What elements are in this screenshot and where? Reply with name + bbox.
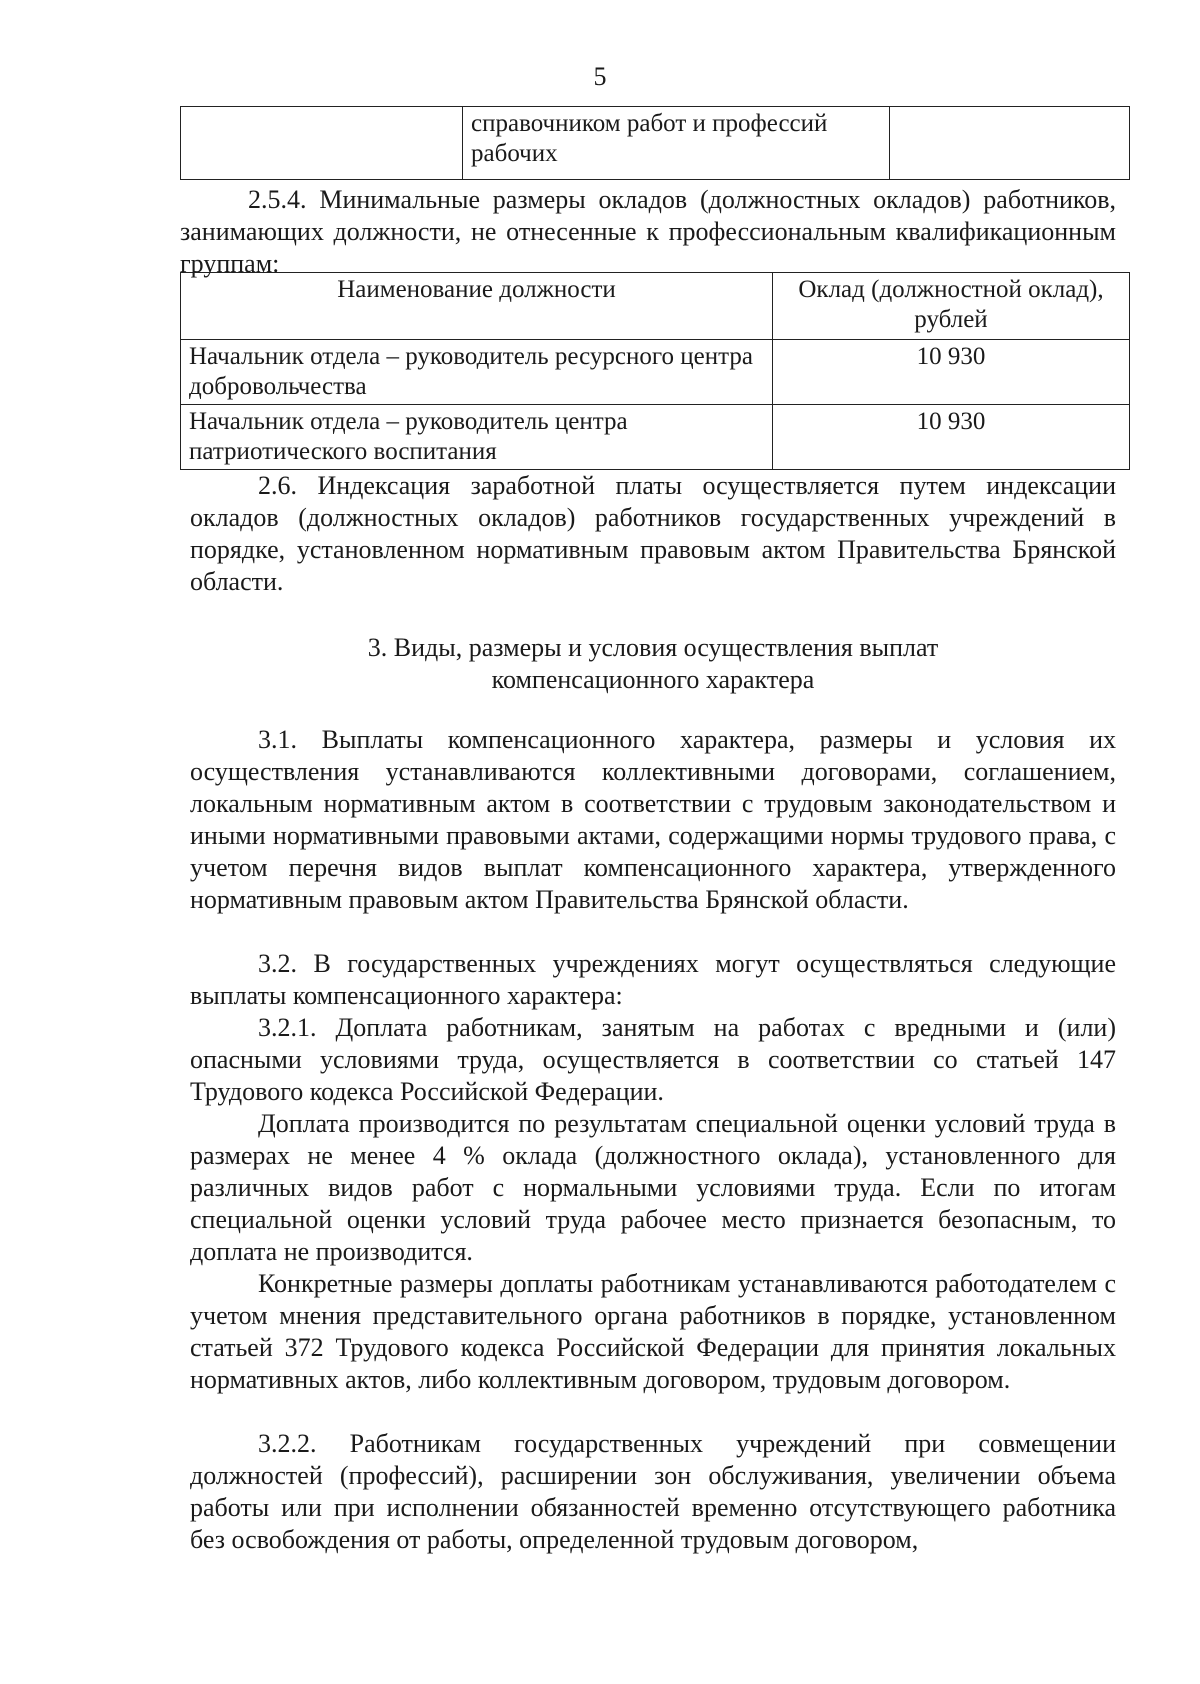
paragraph-3-2: 3.2. В государственных учреждениях могут осуществляться следующие выплаты компенсационного характера: (190, 949, 1116, 1010)
paragraph-konkretnye: Конкретные размеры доплаты работникам устанавливаются работодателем с учетом мнения представительного органа работников в порядке, установленном статьей 372 Трудового кодекса Российской Федерации для принятия локальных нормативных актов, либо коллективным договором, трудовым договором. (190, 1269, 1116, 1394)
table-row (181, 340, 1130, 405)
header-salary: Оклад (должностной оклад), рублей (773, 273, 1130, 340)
continuation-table (180, 106, 1130, 180)
section-3-title-line2: компенсационного характера (491, 665, 815, 694)
table-cell-text: справочником работ и профессий рабочих (463, 107, 890, 180)
paragraph-3-2-1: 3.2.1. Доплата работникам, занятым на работах с вредными и (или) опасными условиями труда, осуществляется в соответствии со статьей 147 Трудового кодекса Российской Федерации. (190, 1013, 1116, 1106)
position-salary: 10 930 (773, 405, 1130, 470)
paragraph-2-5-4: 2.5.4. Минимальные размеры окладов (должностных окладов) работников, занимающих должности, не отнесенные к профессиональным квалификационным группам: (180, 185, 1116, 278)
position-name: Начальник отдела – руководитель ресурсного центра добровольчества (181, 340, 773, 405)
table-cell-empty (890, 107, 1130, 180)
page-number: 5 (593, 62, 607, 91)
table-row (181, 107, 1130, 180)
header-position-name: Наименование должности (181, 273, 773, 340)
positions-table (180, 272, 1130, 470)
position-salary: 10 930 (773, 340, 1130, 405)
table-cell-empty (181, 107, 463, 180)
paragraph-doplata: Доплата производится по результатам специальной оценки условий труда в размерах не менее 4 % оклада (должностного оклада), установленного для различных видов работ с нормальными условиями труда. Если по итогам специальной оценки условий труда рабочее место признается безопасным, то доплата не производится. (190, 1109, 1116, 1266)
paragraph-3-2-2: 3.2.2. Работникам государственных учреждений при совмещении должностей (профессий), расширении зон обслуживания, увеличении объема работы или при исполнении обязанностей временно отсутствующего работника без освобождения от работы, определенной трудовым договором, (190, 1429, 1116, 1554)
position-name: Начальник отдела – руководитель центра патриотического воспитания (181, 405, 773, 470)
table-row (181, 405, 1130, 470)
table-header-row (181, 273, 1130, 340)
paragraph-2-6: 2.6. Индексация заработной платы осуществляется путем индексации окладов (должностных окладов) работников государственных учреждений в порядке, установленном нормативным правовым актом Правительства Брянской области. (190, 471, 1116, 596)
section-3-title-line1: 3. Виды, размеры и условия осуществления выплат (367, 633, 939, 662)
paragraph-3-1: 3.1. Выплаты компенсационного характера, размеры и условия их осуществления устанавливаются коллективными договорами, соглашением, локальным нормативным актом в соответствии с трудовым законодательством и иными нормативными правовыми актами, содержащими нормы трудового права, с учетом перечня видов выплат компенсационного характера, утвержденного нормативным правовым актом Правительства Брянской области. (190, 725, 1116, 914)
